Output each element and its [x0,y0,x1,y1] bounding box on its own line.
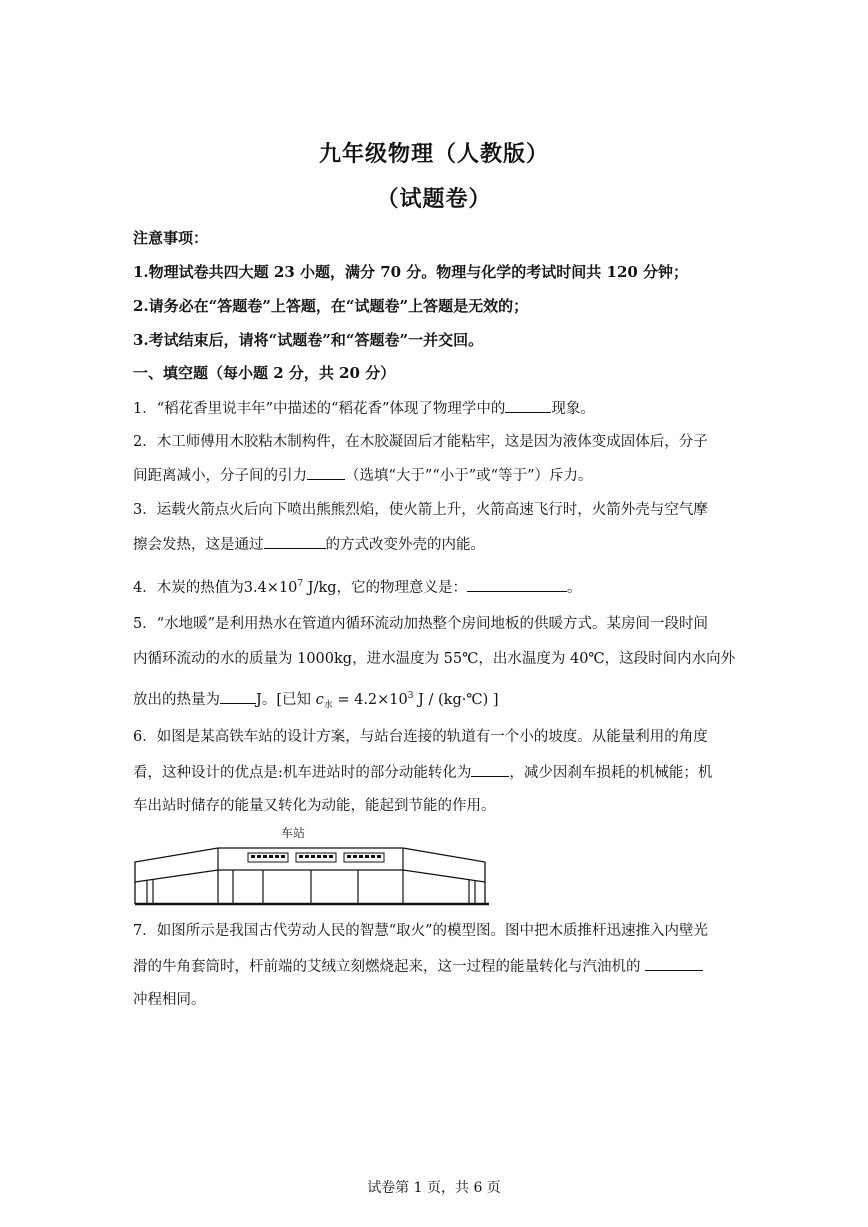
answer-blank [467,577,567,592]
question-2-text: 间距离减小，分子间的引力 [133,468,307,484]
question-6-line-2 [133,762,743,783]
question-5-line-3: 放出的热量为 J。[已知 $c_水 = 4.2\times 10^3$ J / (kg·℃) ] [133,686,743,716]
station-label: 车站 [281,826,306,840]
question-7-line-3: 冲程相同。 [133,992,206,1008]
question-6-line-3: 车出站时储存的能量又转化为动能，能起到节能的作用。 [133,798,496,814]
answer-blank [471,762,509,777]
answer-blank [645,956,703,971]
section-heading: 一、填空题（每小题 2 分，共 20 分） [133,364,396,382]
answer-blank [505,398,551,413]
pillars [147,870,475,904]
question-7-text: 滑的牛角套筒时，杆前端的艾绒立刻燃烧起来，这一过程的能量转化与汽油机的 [133,959,646,975]
station-diagram [133,824,493,908]
question-1-text: 1．“稻花香里说丰年”中描述的“稻花香”体现了物理学中的 [133,401,506,417]
train [248,853,384,862]
heat-value: $3.4\times 10^7$ J/kg [243,579,337,596]
question-6-mid: ，减少因刹车损耗的机械能；机 [509,765,713,781]
answer-blank [220,689,256,704]
station-outline [135,848,485,904]
notice-item-1: 1.物理试卷共四大题 23 小题，满分 70 分。物理与化学的考试时间共 120 分钟； [133,263,689,281]
question-7-line-2 [133,956,743,977]
answer-blank [264,534,326,549]
question-7-line-1: 7．如图所示是我国古代劳动人民的智慧“取火”的模型图。图中把木质推杆迅速推入内壁光 [133,923,709,939]
notice-heading: 注意事项： [133,229,209,247]
page-title: 九年级物理（人教版） [318,141,549,167]
question-5-text: 放出的热量为 [133,691,220,708]
notice-item-3: 3.考试结束后，请将“试题卷”和“答题卷”一并交回。 [133,331,484,349]
question-2-line-1: 2．木工师傅用木胶粘木制构件，在木胶凝固后才能粘牢，这是因为液体变成固体后，分子 [133,434,708,450]
question-3-text: 擦会发热，这是通过 [133,537,264,553]
question-5-line-2: 内循环流动的水的质量为 1000kg，进水温度为 55℃，出水温度为 40℃，这段时间内水向外 [133,651,736,667]
question-4-mid: ，它的物理意义是： [336,579,468,596]
question-6-text: 看，这种设计的优点是:机车进站时的部分动能转化为 [133,765,472,781]
question-5-line-1: 5．“水地暖”是利用热水在管道内循环流动加热整个房间地板的供暖方式。某房间一段时间 [133,616,709,632]
page-footer: 试卷第 1 页，共 6 页 [367,1180,501,1196]
question-1 [133,398,743,419]
question-6-line-1: 6．如图是某高铁车站的设计方案，与站台连接的轨道有一个小的坡度。从能量利用的角度 [133,729,708,745]
answer-blank [307,465,345,480]
question-4 [133,574,743,598]
question-2-tail: （选填“大于”“小于”或“等于”）斥力。 [345,468,593,484]
question-3-tail: 的方式改变外壳的内能。 [325,537,485,553]
question-4-tail: 。 [567,579,582,596]
slope-line [135,870,485,882]
page-subtitle: （试题卷） [376,186,492,212]
question-2-line-2 [133,465,743,486]
question-4-text: 4．木炭的热值为 [133,579,244,596]
question-1-tail: 现象。 [551,401,595,417]
question-3-line-2 [133,534,743,555]
question-3-line-1: 3．运载火箭点火后向下喷出熊熊烈焰，使火箭上升，火箭高速飞行时，火箭外壳与空气摩 [133,502,708,518]
notice-item-2: 2.请务必在“答题卷”上答题，在“试题卷”上答题是无效的； [133,297,529,315]
